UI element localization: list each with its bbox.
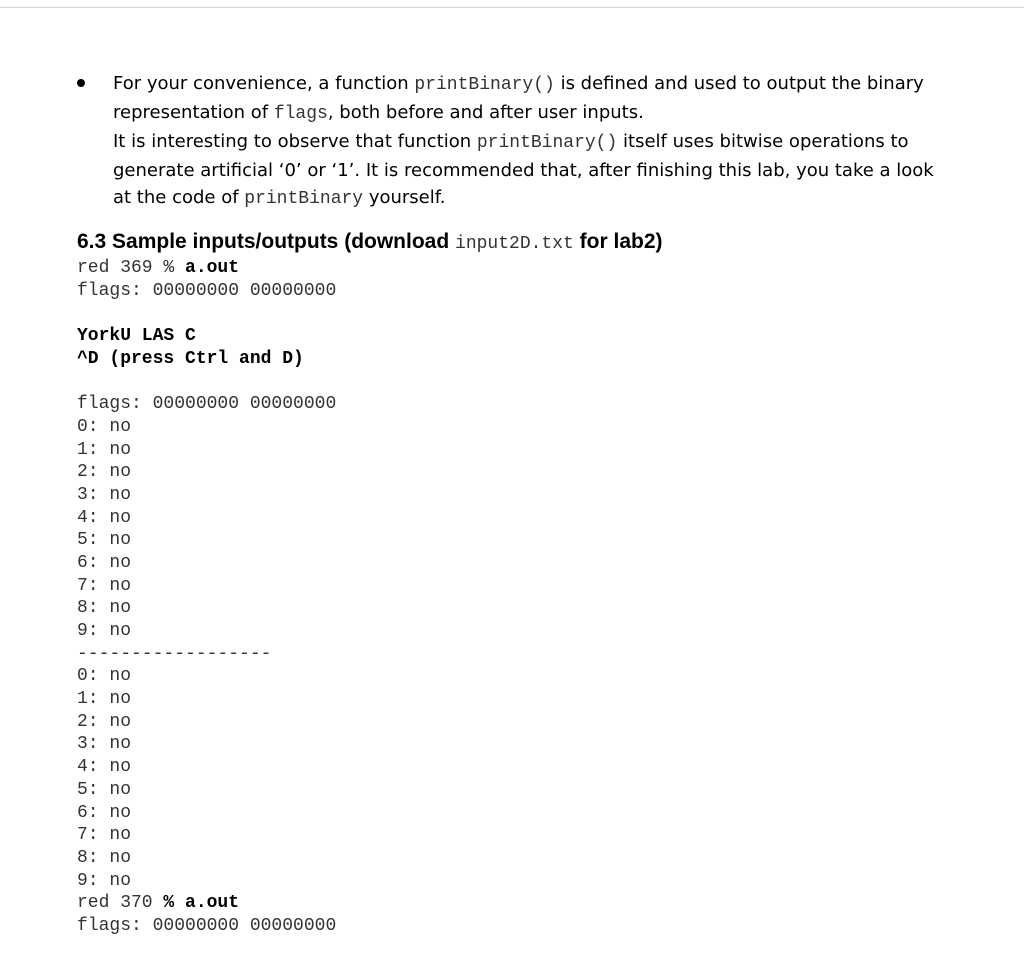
output-row: 2: no (77, 711, 132, 732)
output-row: 5: no (77, 779, 132, 800)
command: % a.out (163, 893, 240, 914)
text: at the code of (113, 187, 245, 208)
flags-line: flags: 00000000 00000000 (77, 280, 337, 301)
blank-line (77, 302, 336, 325)
output-row: 5: no (77, 530, 132, 551)
text: , both before and after user inputs. (327, 102, 644, 123)
output-row: 4: no (77, 757, 132, 778)
bullet-point-icon (77, 79, 85, 87)
text: yourself. (363, 187, 446, 208)
user-input-line: ^D (press Ctrl and D) (77, 348, 304, 369)
output-row: 6: no (77, 802, 132, 823)
blank-line (77, 370, 336, 393)
output-row: 3: no (77, 734, 132, 755)
paragraph-line (113, 128, 973, 157)
prompt: red 370 (77, 893, 164, 914)
text: is defined and used to output the binary (554, 73, 924, 94)
output-row: 0: no (77, 416, 132, 437)
output-row: 9: no (77, 621, 132, 641)
inline-code: printBinary() (476, 133, 618, 153)
command: a.out (185, 258, 240, 278)
output-row: 6: no (77, 552, 132, 573)
flags-line: flags: 00000000 00000000 (77, 394, 337, 415)
user-input-line: YorkU LAS C (77, 326, 196, 347)
section-heading (77, 230, 663, 254)
terminal-prompt-line (77, 257, 336, 280)
output-row: 9: no (77, 870, 132, 891)
text: itself uses bitwise operations to (617, 131, 909, 152)
output-row: 4: no (77, 507, 132, 528)
output-row: 1: no (77, 439, 132, 460)
terminal-prompt-line (77, 892, 336, 915)
inline-code: printBinary (244, 189, 364, 209)
output-row: 8: no (77, 598, 132, 619)
output-row: 3: no (77, 484, 132, 505)
heading-text: 6.3 Sample inputs/outputs (download (77, 230, 456, 253)
inline-code: input2D.txt (455, 234, 574, 254)
paragraph-line: generate artificial ‘0’ or ‘1’. It is recommended that, after finishing this lab, you take a look (113, 160, 934, 181)
terminal-output (77, 257, 336, 938)
output-row: 7: no (77, 825, 132, 846)
heading-text: for lab2) (573, 230, 663, 253)
paragraph-line (113, 70, 973, 99)
text: representation of (113, 102, 274, 123)
separator-line: ------------------ (77, 643, 272, 664)
output-row: 0: no (77, 666, 132, 687)
paragraph-line (113, 99, 973, 128)
output-row: 1: no (77, 689, 132, 710)
flags-line: flags: 00000000 00000000 (77, 915, 337, 936)
text: It is interesting to observe that function (113, 131, 477, 152)
paragraph-line (113, 184, 973, 213)
top-divider (0, 7, 1024, 8)
output-row: 2: no (77, 462, 132, 483)
output-row: 8: no (77, 847, 132, 868)
bullet-paragraph (113, 70, 973, 213)
prompt: red 369 % (77, 258, 186, 278)
inline-code: printBinary() (414, 75, 555, 95)
inline-code: flags (273, 104, 328, 124)
output-row: 7: no (77, 575, 132, 596)
text: For your convenience, a function (113, 73, 415, 94)
